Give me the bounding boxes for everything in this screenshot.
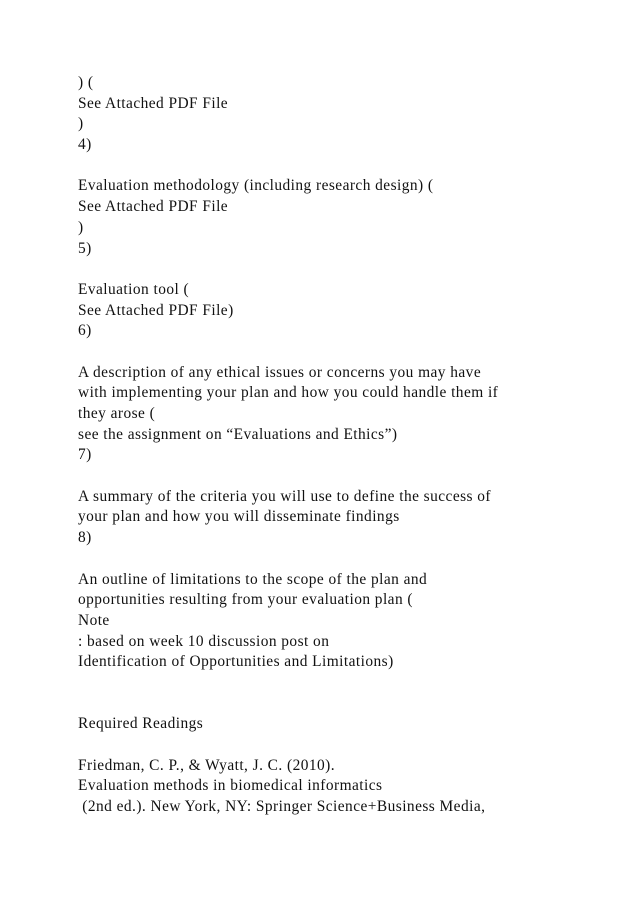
text-line: ) <box>78 115 84 133</box>
blank-line <box>78 156 618 177</box>
text-line: Evaluation methodology (including research design) ( <box>78 177 434 195</box>
text-line: An outline of limitations to the scope of the plan and <box>78 570 428 588</box>
section-number: 4) <box>78 136 92 154</box>
text-line: ) <box>78 218 84 236</box>
section-number: 5) <box>78 239 92 257</box>
text-line: Identification of Opportunities and Limitations) <box>78 653 394 671</box>
blank-line <box>78 259 618 280</box>
text-line: opportunities resulting from your evaluation plan ( <box>78 591 413 609</box>
blank-line <box>78 342 618 363</box>
blank-line <box>78 549 618 570</box>
text-line: : based on week 10 discussion post on <box>78 632 330 650</box>
text-line: Note <box>78 611 110 629</box>
blank-line <box>78 694 618 715</box>
text-line: your plan and how you will disseminate findings <box>78 508 400 526</box>
text-line: ) ( <box>78 74 94 91</box>
section-number: 7) <box>78 446 92 464</box>
reference-line: Evaluation methods in biomedical informatics <box>78 777 383 795</box>
text-line: A description of any ethical issues or concerns you may have <box>78 363 482 381</box>
text-line: See Attached PDF File <box>78 94 229 112</box>
blank-line <box>78 735 618 756</box>
document-body <box>78 73 618 818</box>
text-line: they arose ( <box>78 405 156 422</box>
section-number: 6) <box>78 322 92 340</box>
text-line: with implementing your plan and how you could handle them if <box>78 384 499 402</box>
blank-line <box>78 466 618 487</box>
reference-line: (2nd ed.). New York, NY: Springer Science+Business Media, <box>78 798 486 816</box>
section-number: 8) <box>78 529 92 547</box>
text-line: see the assignment on “Evaluations and Ethics”) <box>78 425 398 443</box>
text-line: Evaluation tool ( <box>78 280 190 298</box>
blank-line <box>78 673 618 694</box>
text-line: A summary of the criteria you will use to define the success of <box>78 487 492 505</box>
reference-line: Friedman, C. P., & Wyatt, J. C. (2010). <box>78 756 336 774</box>
section-heading: Required Readings <box>78 715 204 733</box>
text-line: See Attached PDF File) <box>78 301 234 319</box>
text-line: See Attached PDF File <box>78 198 229 216</box>
